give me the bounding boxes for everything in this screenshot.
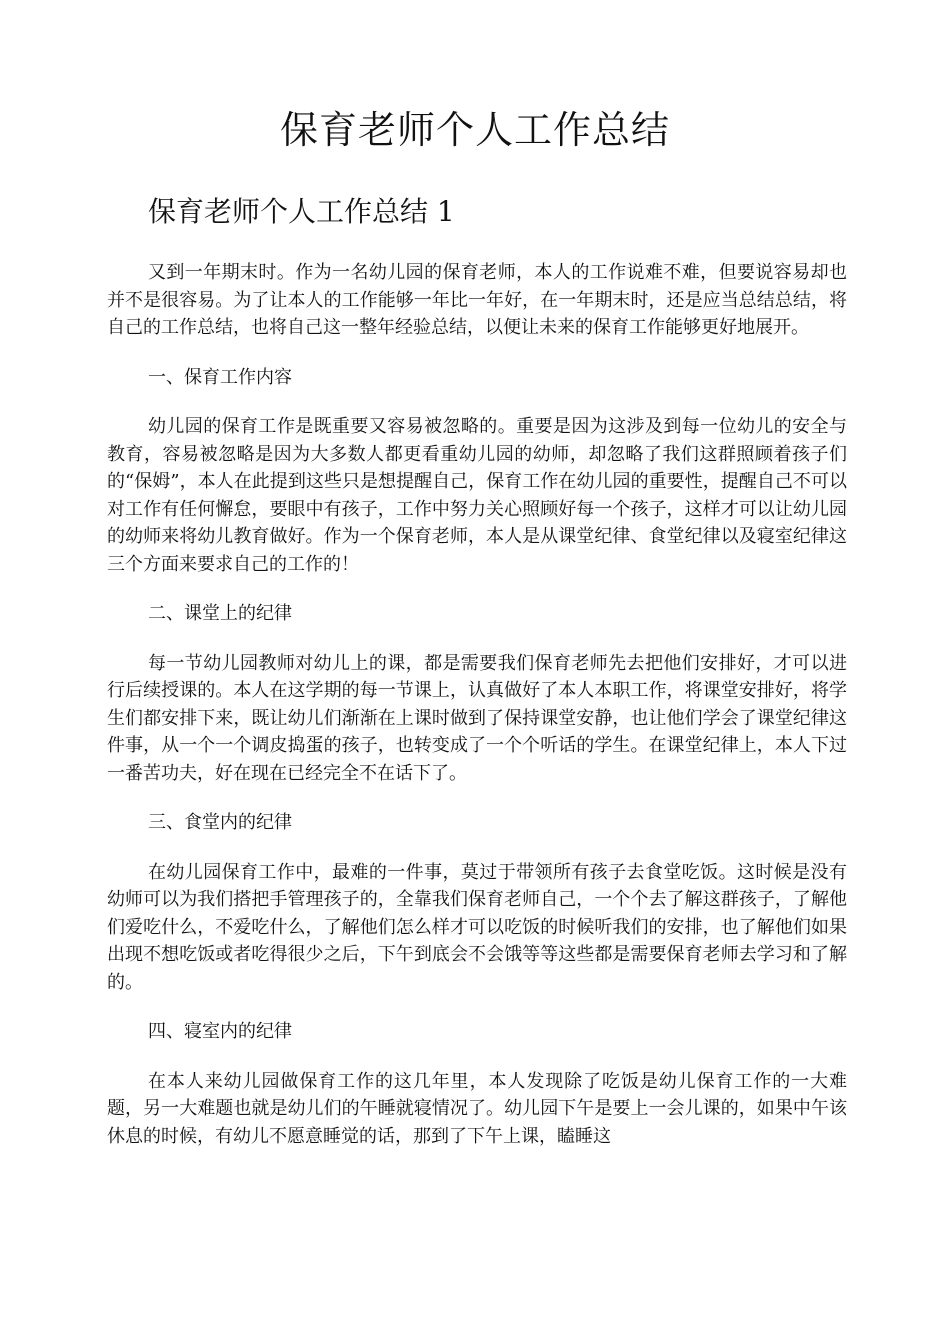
paragraph-childcare-content: 幼儿园的保育工作是既重要又容易被忽略的。重要是因为这涉及到每一位幼儿的安全与教育，容易被忽略是因为大多数人都更看重幼儿园的幼师，却忽略了我们这群照顾着孩子们的“保姆”，本人在此提到这些只是想提醒自己，保育工作在幼儿园的重要性，提醒自己不可以对工作有任何懈怠，要眼中有孩子，工作中努力关心照顾好每一个孩子，这样才可以让幼儿园的幼师来将幼儿教育做好。作为一个保育老师，本人是从课堂纪律、食堂纪律以及寝室纪律这三个方面来要求自己的工作的！ (107, 416, 847, 575)
subheading-classroom-discipline: 二、课堂上的纪律 (148, 603, 292, 624)
paragraph-classroom-discipline: 每一节幼儿园教师对幼儿上的课，都是需要我们保育老师先去把他们安排好，才可以进行后续授课的。本人在这学期的每一节课上，认真做好了本人本职工作，将课堂安排好，将学生们都安排下来，既让幼儿们渐渐在上课时做到了保持课堂安静，也让他们学会了课堂纪律这件事，从一个一个调皮捣蛋的孩子，也转变成了一个个听话的学生。在课堂纪律上，本人下过一番苦功夫，好在现在已经完全不在话下了。 (107, 652, 847, 784)
paragraph-canteen-discipline: 在幼儿园保育工作中，最难的一件事，莫过于带领所有孩子去食堂吃饭。这时候是没有幼师可以为我们搭把手管理孩子的，全靠我们保育老师自己，一个个去了解这群孩子，了解他们爱吃什么，不爱吃什么，了解他们怎么样才可以吃饭的时候听我们的安排，也了解他们如果出现不想吃饭或者吃得很少之后，下午到底会不会饿等等这些都是需要保育老师去学习和了解的。 (107, 861, 847, 993)
document-body (107, 259, 847, 1172)
subheading-dormitory-discipline: 四、寝室内的纪律 (148, 1021, 292, 1042)
subheading-canteen-discipline: 三、食堂内的纪律 (148, 812, 292, 833)
paragraph-dormitory-discipline: 在本人来幼儿园做保育工作的这几年里，本人发现除了吃饭是幼儿保育工作的一大难题，另一大难题也就是幼儿们的午睡就寝情况了。幼儿园下午是要上一会儿课的，如果中午该休息的时候，有幼儿不愿意睡觉的话，那到了下午上课，瞌睡这 (107, 1070, 847, 1147)
paragraph-intro: 又到一年期末时。作为一名幼儿园的保育老师，本人的工作说难不难，但要说容易却也并不是很容易。为了让本人的工作能够一年比一年好，在一年期末时，还是应当总结总结，将自己的工作总结，也将自己这一整年经验总结，以便让未来的保育工作能够更好地展开。 (107, 262, 847, 338)
document-title: 保育老师个人工作总结 (279, 108, 670, 152)
section-title: 保育老师个人工作总结 1 (148, 195, 455, 228)
subheading-childcare-content: 一、保育工作内容 (148, 366, 292, 388)
